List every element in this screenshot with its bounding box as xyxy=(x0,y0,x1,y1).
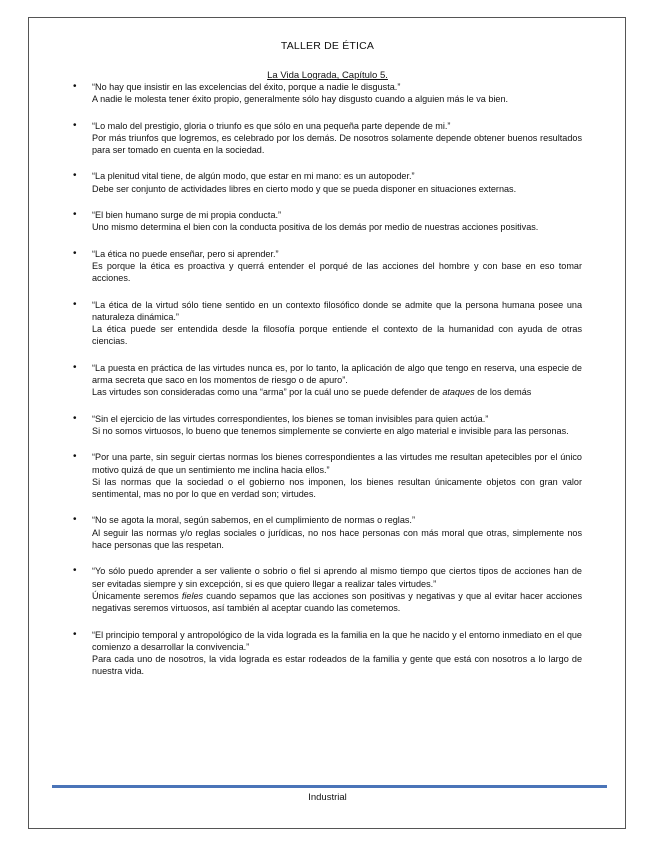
item-answer: La ética puede ser entendida desde la filosofía porque entiende el contexto de la humanidad con ayuda de otras ciencias. xyxy=(92,324,582,347)
item-quote: • “Lo malo del prestigio, gloria o triunfo es que sólo en una pequeña parte depende de mi.” xyxy=(92,120,451,131)
list-item xyxy=(92,299,582,348)
answer-text: de los demás xyxy=(474,387,532,398)
item-quote: • “El bien humano surge de mi propia conducta.” xyxy=(92,210,282,221)
list-item xyxy=(92,170,582,195)
list-item xyxy=(92,565,582,614)
item-quote: • “El principio temporal y antropológico de la vida lograda es la familia en la que he nacido y el entorno inmediato en el que comienzo a desarrollar la convivencia.” xyxy=(92,629,582,652)
item-answer: Debe ser conjunto de actividades libres en cierto modo y que se pueda disponer en situaciones externas. xyxy=(92,183,517,194)
list-item xyxy=(92,514,582,551)
list-item xyxy=(92,629,582,678)
answer-text: cuando sepamos que las acciones son positivas y negativas y que al evitar hacer acciones negativas seremos virtuosos, así también al aceptar cuando las cometemos. xyxy=(92,590,582,614)
item-quote: • “La ética no puede enseñar, pero si aprender.” xyxy=(92,248,279,259)
document-subtitle: La Vida Lograda, Capítulo 5. xyxy=(267,70,388,81)
item-quote: • “Yo sólo puedo aprender a ser valiente o sobrio o fiel si aprendo al mismo tiempo que ciertos tipos de acciones han de ser evitadas siempre y sin excepción, si es que quiero llegar a realizar tales virtudes.” xyxy=(92,566,582,589)
item-answer: Al seguir las normas y/o reglas sociales o jurídicas, no nos hace personas con más moral que otras, simplemente nos hace personas que las respetan. xyxy=(92,527,582,551)
item-answer: Si las normas que la sociedad o el gobierno nos imponen, los bienes resultan únicamente objetos con gran valor sentimental, mas no por lo que en verdad son; virtudes. xyxy=(92,476,582,500)
answer-emphasis: ataques xyxy=(442,387,475,398)
list-item xyxy=(92,248,582,285)
item-answer: Por más triunfos que logremos, es celebrado por los demás. De nosotros solamente depende obtener buenos resultados para ser tomado en cuenta en la sociedad. xyxy=(92,132,582,156)
item-answer xyxy=(92,590,582,615)
list-item xyxy=(92,81,582,106)
footer-rule xyxy=(52,785,607,788)
answer-text: Únicamente seremos xyxy=(92,590,182,601)
item-answer: Es porque la ética es proactiva y querrá entender el porqué de las acciones del hombre y con base en eso tomar acciones. xyxy=(92,260,582,284)
item-answer: A nadie le molesta tener éxito propio, generalmente sólo hay disgusto cuando a alguien más le va bien. xyxy=(92,94,509,105)
item-answer xyxy=(92,386,582,398)
list-item xyxy=(92,209,582,234)
list-item xyxy=(92,451,582,500)
reflection-list xyxy=(92,81,582,692)
item-quote: • “La plenitud vital tiene, de algún modo, que estar en mi mano: es un autopoder.” xyxy=(92,171,415,182)
document-title: TALLER DE ÉTICA xyxy=(280,40,375,52)
answer-text: Las virtudes son consideradas como una “arma” por la cuál uno se puede defender de xyxy=(92,387,443,398)
list-item xyxy=(92,120,582,157)
list-item xyxy=(92,362,582,399)
item-quote: • “Sin el ejercicio de las virtudes correspondientes, los bienes se toman invisibles para quien actúa.” xyxy=(92,413,489,424)
item-answer: Si no somos virtuosos, lo bueno que tenemos simplemente se convierte en algo material e invisible para las personas. xyxy=(92,425,569,436)
footer-label: Industrial xyxy=(308,792,347,803)
item-quote: • “La ética de la virtud sólo tiene sentido en un contexto filosófico donde se admite que la persona humana posee una naturaleza dinámica.” xyxy=(92,299,582,322)
item-answer: Uno mismo determina el bien con la conducta positiva de los demás por medio de nuestras acciones positivas. xyxy=(92,222,539,233)
item-quote: • “No hay que insistir en las excelencias del éxito, porque a nadie le disgusta.” xyxy=(92,82,401,92)
item-quote: • “La puesta en práctica de las virtudes nunca es, por lo tanto, la aplicación de algo que tengo en reserva, una especie de arma secreta que saco en los momentos de riesgo o de apuro”. xyxy=(92,362,582,386)
item-answer: Para cada uno de nosotros, la vida lograda es estar rodeados de la familia y gente que está con nosotros a lo largo de nuestra vida. xyxy=(92,654,582,677)
list-item xyxy=(92,413,582,438)
item-quote: • “No se agota la moral, según sabemos, en el cumplimiento de normas o reglas.” xyxy=(92,515,415,526)
answer-emphasis: fieles xyxy=(181,590,204,601)
item-quote: • “Por una parte, sin seguir ciertas normas los bienes correspondientes a las virtudes me resultan apetecibles por el único motivo quizá de que un sentimiento me inclina hacia ellos.” xyxy=(92,452,582,475)
